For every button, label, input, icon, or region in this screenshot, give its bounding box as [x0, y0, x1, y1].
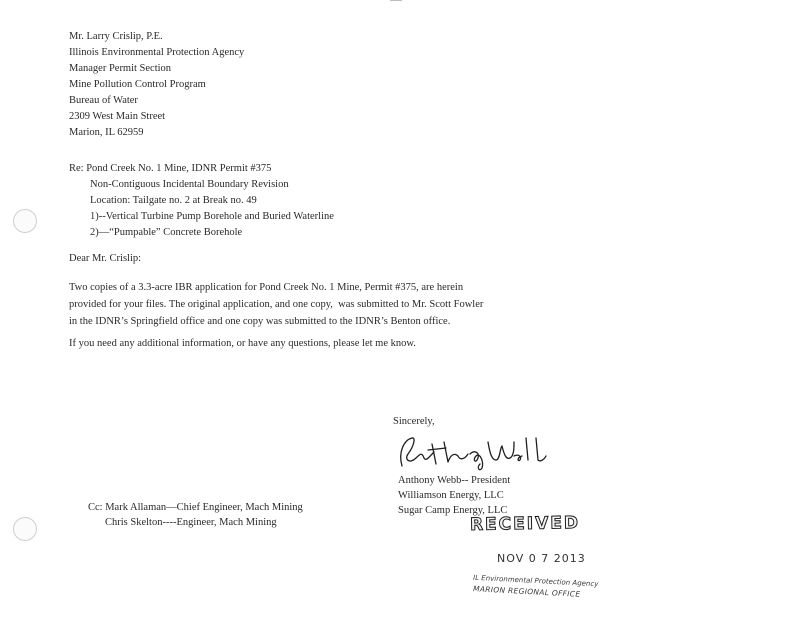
addressee-line: Bureau of Water	[69, 95, 138, 106]
cc-line-2: Chris Skelton----Engineer, Mach Mining	[105, 517, 277, 528]
body-paragraph: Two copies of a 3.3-acre IBR application for Pond Creek No. 1 Mine, Permit #375, are herein provided for your files. The original application, and one copy, was submitted to Mr. Scott Fowler in the IDNR’s Springfield office and one copy was submitted to the IDNR’s Benton office.	[69, 282, 484, 327]
received-stamp-office: MARION REGIONAL OFFICE	[472, 584, 581, 599]
addressee-line: Marion, IL 62959	[69, 127, 144, 138]
addressee-line: Illinois Environmental Protection Agency	[69, 47, 245, 58]
salutation: Dear Mr. Crislip:	[69, 253, 142, 264]
addressee-line: 2309 West Main Street	[69, 111, 166, 122]
subject-detail: Non-Contiguous Incidental Boundary Revision	[90, 179, 289, 190]
addressee-line: Mr. Larry Crislip, P.E.	[69, 31, 163, 42]
addressee-line: Mine Pollution Control Program	[69, 79, 206, 90]
subject-item-2: 2)—“Pumpable” Concrete Borehole	[90, 227, 243, 238]
received-stamp-date: NOV 0 7 2013	[497, 552, 586, 565]
subject-line: Re: Pond Creek No. 1 Mine, IDNR Permit #375	[69, 163, 272, 174]
received-stamp-agency: IL Environmental Protection Agency	[472, 573, 599, 589]
closing: Sincerely,	[393, 416, 435, 427]
signer-company-1: Williamson Energy, LLC	[398, 490, 504, 501]
cc-line-1: Cc: Mark Allaman—Chief Engineer, Mach Mining	[88, 502, 303, 513]
closing-paragraph: If you need any additional information, or have any questions, please let me know.	[69, 338, 416, 349]
page-top-mark	[390, 0, 402, 1]
addressee-line: Manager Permit Section	[69, 63, 172, 74]
binder-hole-top	[13, 209, 37, 233]
handwritten-signature	[388, 430, 558, 472]
binder-hole-bottom	[13, 517, 37, 541]
signer-name: Anthony Webb-- President	[398, 475, 511, 486]
subject-item-1: 1)--Vertical Turbine Pump Borehole and Buried Waterline	[90, 211, 334, 222]
subject-location: Location: Tailgate no. 2 at Break no. 49	[90, 195, 257, 206]
received-stamp-title: RECEIVED	[469, 513, 581, 535]
signer-company-2: Sugar Camp Energy, LLC	[398, 505, 508, 516]
